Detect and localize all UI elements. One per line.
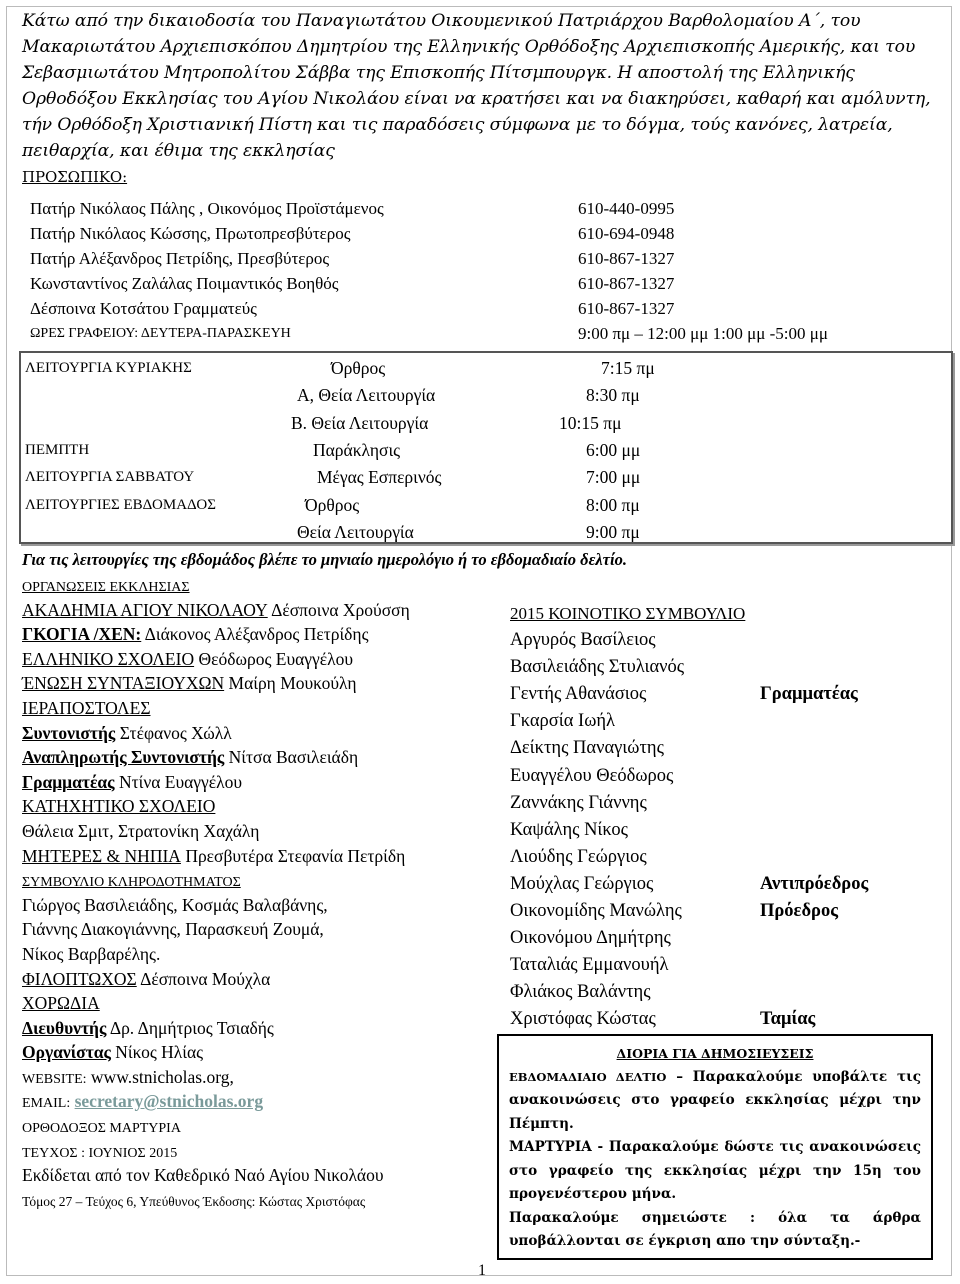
liturgy-service: Θεία Λειτουργία — [297, 521, 414, 542]
mothers-value: Πρεσβυτέρα Στεφανία Πετρίδη — [185, 845, 406, 866]
council-member-name: Φλιάκος Βαλάντης — [510, 982, 651, 1003]
liturgy-row — [21, 437, 941, 464]
academy-label: ΑΚΑΔΗΜΙΑ ΑΓΙΟΥ ΝΙΚΟΛΑΟΥ — [22, 599, 268, 620]
academy-value: Δέσποινα Χρούσση — [271, 599, 410, 620]
council-member-role: Αντιπρόεδρος — [760, 873, 869, 894]
publication-deadline-box — [497, 1034, 933, 1260]
liturgy-day-label: ΛΕΙΤΟΥΡΓΙΕΣ ΕΒΔΟΜΑΔΟΣ — [25, 496, 216, 513]
director-label: Διευθυντής — [22, 1017, 107, 1038]
council-member-role: Ταμίας — [760, 1009, 816, 1030]
deadline-heading: ΔΙΟΡΙΑ ΓΙΑ ΔΗΜΟΣΙΕΥΣΕΙΣ — [616, 1046, 814, 1061]
office-hours-label: ΩΡΕΣ ΓΡΑΦΕΙΟΥ: ΔΕΥΤΕΡΑ-ΠΑΡΑΣΚΕΥΗ — [30, 326, 291, 341]
office-hours-row — [30, 321, 930, 346]
council-member — [510, 708, 930, 735]
martyria-label: ΜΑΡΤΥΡΙΑ — [509, 1139, 592, 1155]
goya-label: ΓΚΟΓΙΑ /ΧΕΝ: — [22, 624, 142, 645]
organist-value: Νίκος Ηλίας — [115, 1042, 204, 1063]
catechism-label: ΚΑΤΗΧΗΤΙΚΟ ΣΧΟΛΕΙΟ — [22, 796, 216, 817]
volume-line: Τόμος 27 – Τεύχος 6, Υπεύθυνος Έκδοσης: Κώστας Χριστόφας — [22, 1193, 366, 1209]
council-member — [510, 898, 930, 925]
trust-line1: Γιώργος Βασιλειάδης, Κοσμάς Βαλαβάνης, — [22, 894, 328, 915]
liturgy-day-label: ΛΕΙΤΟΥΡΓΙΑ ΣΑΒΒΑΤΟΥ — [25, 469, 195, 486]
staff-name: Δέσποινα Κοτσάτου Γραμματεύς — [30, 299, 257, 318]
orgs-heading: ΟΡΓΑΝΩΣΕΙΣ ΕΚΚΛΗΣΙΑΣ — [22, 580, 190, 595]
council-member-name: Ζαννάκης Γιάννης — [510, 792, 647, 813]
council-member — [510, 844, 930, 871]
council-member — [510, 735, 930, 762]
council-title: 2015 ΚΟΙΝΟΤΙΚΟ ΣΥΜΒΟΥΛΙΟ — [510, 604, 746, 623]
liturgy-row — [21, 355, 941, 382]
page-number: 1 — [478, 1262, 486, 1279]
intro-text: Κάτω από την δικαιοδοσία του Παναγιωτάτου Οικουμενικού Πατριάρχου Βαρθολομαίου Α΄, του Μακαριωτάτου Αρχιεπισκόπου Δημητρίου της Ελληνικής Ορθόδοξης Αρχιεπισκοπής Αμερικής, και του Σεβασμιωτάτου Μητροπολίτου Σάββα της Επισκοπής Πίτσμπουργκ. Η αποστολή της Ελληνικής Ορθοδόξου Εκκλησίας του Αγίου Νικολάου είναι να κρατήσει και να διακηρύσει, καθαρή και αμόλυντη, τήν Ορθόδοξη Χριστιανική Πίστη και τις παραδόσεις σύμφωνα με το δόγμα, τούς κανόνες, λατρεία, πειθαρχία, και έθιμα της εκκλησίας — [22, 11, 931, 161]
council-member — [510, 790, 930, 817]
liturgy-service: Α, Θεία Λειτουργία — [297, 385, 436, 406]
office-hours-value: 9:00 πμ – 12:00 μμ 1:00 μμ -5:00 μμ — [578, 324, 828, 343]
deputy-label: Αναπληρωτής Συντονιστής — [22, 747, 225, 768]
deadline-weekly — [509, 1066, 921, 1137]
trust-line2: Γιάννης Διακογιάννης, Παρασκευή Ζουμά, — [22, 919, 324, 940]
staff-row — [30, 296, 930, 321]
liturgy-service: Μέγας Εσπερινός — [317, 467, 442, 488]
staff-heading: ΠΡΟΣΩΠΙΚΟ: — [22, 168, 128, 186]
goya-value: Διάκονος Αλέξανδρος Πετρίδης — [144, 624, 369, 645]
missions-label: ΙΕΡΑΠΟΣΤΟΛΕΣ — [22, 697, 151, 718]
council-member — [510, 681, 930, 708]
staff-phone: 610-440-0995 — [578, 199, 675, 218]
deadline-closing: Παρακαλούμε σημειώστε : όλα τα άρθρα υποβάλλονται σε έγκριση απο την σύνταξη.- — [509, 1209, 921, 1249]
liturgy-service: Όρθρος — [305, 494, 360, 515]
staff-name: Κωνσταντίνος Ζαλάλας Ποιμαντικός Βοηθός — [30, 274, 339, 293]
council-member-name: Ταταλιάς Εμμανουήλ — [510, 955, 669, 976]
website-link[interactable]: www.stnicholas.org, — [90, 1066, 234, 1087]
weekly-text: – Παρακαλούμε υποβάλτε τις ανακοινώσεις στο γραφείο εκκλησίας μέχρι την Πέμπτη. — [509, 1068, 921, 1132]
email-label: EMAIL: — [22, 1096, 71, 1112]
publisher-line: Εκδίδεται από τον Καθεδρικό Ναό Αγίου Νικολάου — [22, 1165, 384, 1186]
liturgy-service: Β. Θεία Λειτουργία — [291, 412, 429, 433]
philoptochos-value: Δέσποινα Μούχλα — [140, 968, 271, 989]
liturgy-service: Όρθρος — [331, 358, 386, 378]
trust-line3: Νίκος Βαρβαρέλης. — [22, 943, 161, 964]
liturgy-time: 8:00 πμ — [586, 494, 640, 515]
council-member-name: Γεντής Αθανάσιος — [510, 684, 647, 705]
director-value: Δρ. Δημήτριος Τσιαδής — [109, 1017, 274, 1038]
liturgy-row — [21, 519, 941, 546]
deputy-value: Νίτσα Βασιλειάδη — [228, 747, 359, 768]
council-member — [510, 925, 930, 952]
staff-row — [30, 221, 930, 246]
philoptochos-label: ΦΙΛΟΠΤΩΧΟΣ — [22, 968, 137, 989]
council-member-name: Γκαρσία Ιωήλ — [510, 711, 616, 732]
council-member-name: Βασιλειάδης Στυλιανός — [510, 657, 685, 678]
council-member-name: Λιούδης Γεώργιος — [510, 846, 647, 867]
greek-school-value: Θεόδωρος Ευαγγέλου — [198, 648, 353, 669]
liturgy-time: 7:00 μμ — [586, 467, 641, 488]
staff-phone: 610-867-1327 — [578, 274, 675, 293]
church-organizations — [22, 573, 512, 1212]
council-member-role: Πρόεδρος — [760, 901, 839, 922]
council-member — [510, 1006, 930, 1033]
staff-row — [30, 246, 930, 271]
staff-list — [30, 196, 930, 346]
council-member — [510, 763, 930, 790]
trust-label: ΣΥΜΒΟΥΛΙΟ ΚΛΗΡΟΔΟΤΗΜΑΤΟΣ — [22, 875, 241, 891]
liturgy-row — [21, 382, 941, 409]
staff-phone: 610-867-1327 — [578, 249, 675, 268]
council-member-name: Οικονομίδης Μανώλης — [510, 901, 682, 922]
intro-paragraph — [22, 8, 942, 190]
publication-name: ΟΡΘΟΔΟΞΟΣ ΜΑΡΤΥΡΙΑ — [22, 1121, 181, 1137]
martyria-text: - Παρακαλούμε δώστε τις ανακοινώσεις στο γραφείο της εκκλησίας μέχρι την 15η του προγενέστερου μήνα. — [509, 1139, 921, 1202]
council-member-name: Μούχλας Γεώργιος — [510, 873, 654, 894]
staff-name: Πατήρ Νικόλαος Κώσσης, Πρωτοπρεσβύτερος — [30, 224, 351, 243]
staff-row — [30, 271, 930, 296]
liturgy-service: Παράκλησις — [313, 439, 401, 460]
liturgy-time: 7:15 πμ — [601, 358, 655, 378]
liturgy-day-label: ΛΕΙΤΟΥΡΓΙΑ ΚΥΡΙΑΚΗΣ — [25, 360, 192, 376]
coordinator-value: Στέφανος Χώλλ — [119, 722, 232, 743]
council-member — [510, 654, 930, 681]
staff-name: Πατήρ Αλέξανδρος Πετρίδης, Πρεσβύτερος — [30, 249, 330, 268]
website-label: WEBSITE: — [22, 1071, 87, 1087]
weekly-note: Για τις λειτουργίες της εβδομάδος βλέπε το μηνιαίο ημερολόγιο ή το εβδομαδιαίο δελτίο. — [22, 550, 627, 569]
choir-label: ΧΟΡΩΔΙΑ — [22, 993, 100, 1014]
greek-school-label: ΕΛΛΗΝΙΚΟ ΣΧΟΛΕΙΟ — [22, 648, 195, 669]
liturgy-time: 9:00 πμ — [586, 521, 640, 542]
council-member-name: Ευαγγέλου Θεόδωρος — [510, 765, 674, 786]
staff-phone: 610-867-1327 — [578, 299, 675, 318]
weekly-label: ΕΒΔΟΜΑΔΙΑΙΟ ΔΕΛΤΙΟ — [509, 1069, 667, 1084]
deadline-martyria — [509, 1136, 921, 1207]
council-member — [510, 817, 930, 844]
staff-phone: 610-694-0948 — [578, 224, 675, 243]
liturgy-day-label: ΠΕΜΠΤΗ — [25, 441, 90, 458]
council-member-name: Δείκτης Παναγιώτης — [510, 738, 664, 759]
council-member — [510, 871, 930, 898]
council-member-role: Γραμματέας — [760, 684, 858, 705]
council-member-name: Αργυρός Βασίλειος — [510, 630, 656, 651]
council-member — [510, 952, 930, 979]
liturgy-time: 6:00 μμ — [586, 439, 641, 460]
council-member — [510, 627, 930, 654]
community-council — [510, 600, 930, 1034]
liturgy-time: 8:30 πμ — [586, 385, 640, 406]
retirees-value: Μαίρη Μουκούλη — [228, 673, 357, 694]
council-member-name: Οικονόμου Δημήτρης — [510, 928, 671, 949]
liturgy-row — [21, 464, 941, 491]
secretary-value: Ντίνα Ευαγγέλου — [118, 771, 243, 792]
staff-name: Πατήρ Νικόλαος Πάλης , Οικονόμος Προϊστάμενος — [30, 199, 384, 218]
organist-label: Οργανίστας — [22, 1042, 111, 1063]
coordinator-label: Συντονιστής — [22, 722, 116, 743]
council-member-name: Χριστόφας Κώστας — [510, 1009, 656, 1030]
council-member — [510, 979, 930, 1006]
liturgy-schedule-box — [19, 351, 953, 544]
retirees-label: ΈΝΩΣΗ ΣΥΝΤΑΞΙΟΥΧΩΝ — [22, 673, 225, 694]
liturgy-row — [21, 410, 941, 437]
mothers-label: ΜΗΤΕΡΕΣ & ΝΗΠΙΑ — [22, 845, 181, 866]
council-member-name: Καψάλης Νίκος — [510, 819, 628, 840]
liturgy-time: 10:15 πμ — [559, 412, 622, 433]
issue-line: ΤΕΥΧΟΣ : ΙΟΥΝΙΟΣ 2015 — [22, 1145, 178, 1161]
staff-row — [30, 196, 930, 221]
liturgy-row — [21, 492, 941, 519]
email-link[interactable]: secretary@stnicholas.org — [74, 1091, 264, 1112]
catechism-value: Θάλεια Σμιτ, Στρατονίκη Χαχάλη — [22, 820, 260, 841]
secretary-label: Γραμματέας — [22, 771, 115, 792]
